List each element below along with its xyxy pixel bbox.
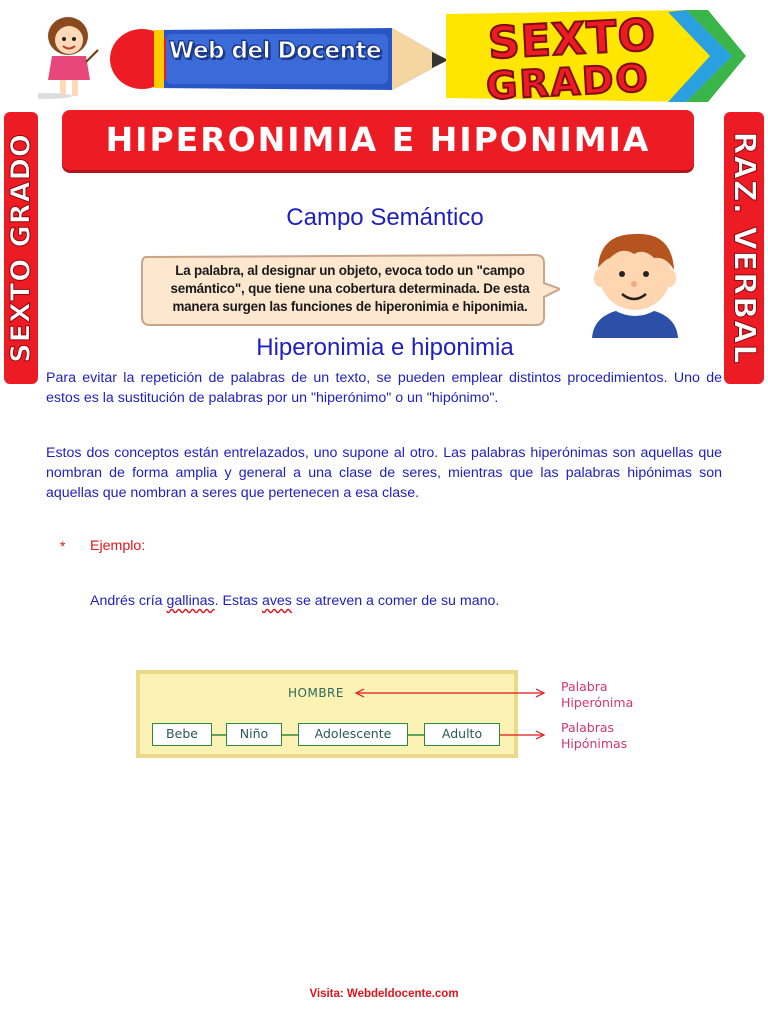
- paragraph-intro: Para evitar la repetición de palabras de un texto, se pueden emplear distintos procedimientos. Uno de estos es la sustitución de palabras por un "hiperónimo" o un "hipónimo".: [46, 370, 722, 406]
- teacher-mascot-icon: [38, 14, 100, 100]
- example-part1: Andrés cría: [90, 593, 167, 609]
- boy-mascot-icon: [580, 222, 690, 338]
- page-title: HIPERONIMIA E HIPONIMIA: [105, 120, 651, 159]
- footer-link[interactable]: Visita: Webdeldocente.com: [309, 988, 459, 1000]
- side-ribbon-right-text: RAZ. VERBAL: [726, 131, 762, 365]
- hypernym-word: HOMBRE: [288, 686, 344, 700]
- label-hyponyms: [561, 720, 627, 752]
- hyponym-box: Niño: [226, 723, 282, 746]
- example-part2: . Estas: [214, 593, 262, 609]
- label-hyponyms-line1: Palabras: [561, 720, 615, 735]
- grade-logo-line2: GRADO: [485, 55, 651, 109]
- bubble-text: La palabra, al designar un objeto, evoca todo un "campo semántico", que tiene una cobertura determinada. De esta manera surgen las funciones de hiperonimia e hiponimia.: [170, 263, 530, 314]
- example-word-hypernym: aves: [261, 593, 292, 609]
- label-hyperonym-line1: Palabra: [561, 679, 608, 694]
- example-part3: se atreven a comer de su mano.: [291, 593, 500, 609]
- example-word-hyponym: gallinas: [166, 593, 215, 609]
- title-banner: [62, 110, 694, 170]
- section-title-campo-semantico: Campo Semántico: [286, 204, 484, 231]
- side-ribbon-left-text: SEXTO GRADO: [5, 133, 37, 363]
- brand-name: Web del Docente: [168, 38, 382, 64]
- grade-logo-line1: SEXTO: [486, 9, 658, 70]
- example-sentence: [90, 593, 499, 609]
- hyponym-box: Bebe: [152, 723, 212, 746]
- side-ribbon-right: [724, 112, 764, 384]
- example-label: Ejemplo:: [90, 538, 146, 554]
- label-hyperonym-line2: Hiperónima: [561, 695, 634, 710]
- paragraph-definition: Estos dos conceptos están entrelazados, uno supone al otro. Las palabras hiperónimas son aquellas que nombran de forma amplia y general a una clase de seres, mientras que las palabras hipónimas son aquellas que nombran a seres que pertenecen a esa clase.: [46, 445, 722, 501]
- hyponym-box: Adulto: [424, 723, 500, 746]
- hyponym-box: Adolescente: [298, 723, 408, 746]
- label-hyperonym: [561, 679, 633, 711]
- example-bullet: *: [60, 538, 66, 554]
- label-hyponyms-line2: Hipónimas: [561, 736, 628, 751]
- section-title-hiperonimia: Hiperonimia e hiponimia: [256, 334, 514, 361]
- side-ribbon-left: [4, 112, 38, 384]
